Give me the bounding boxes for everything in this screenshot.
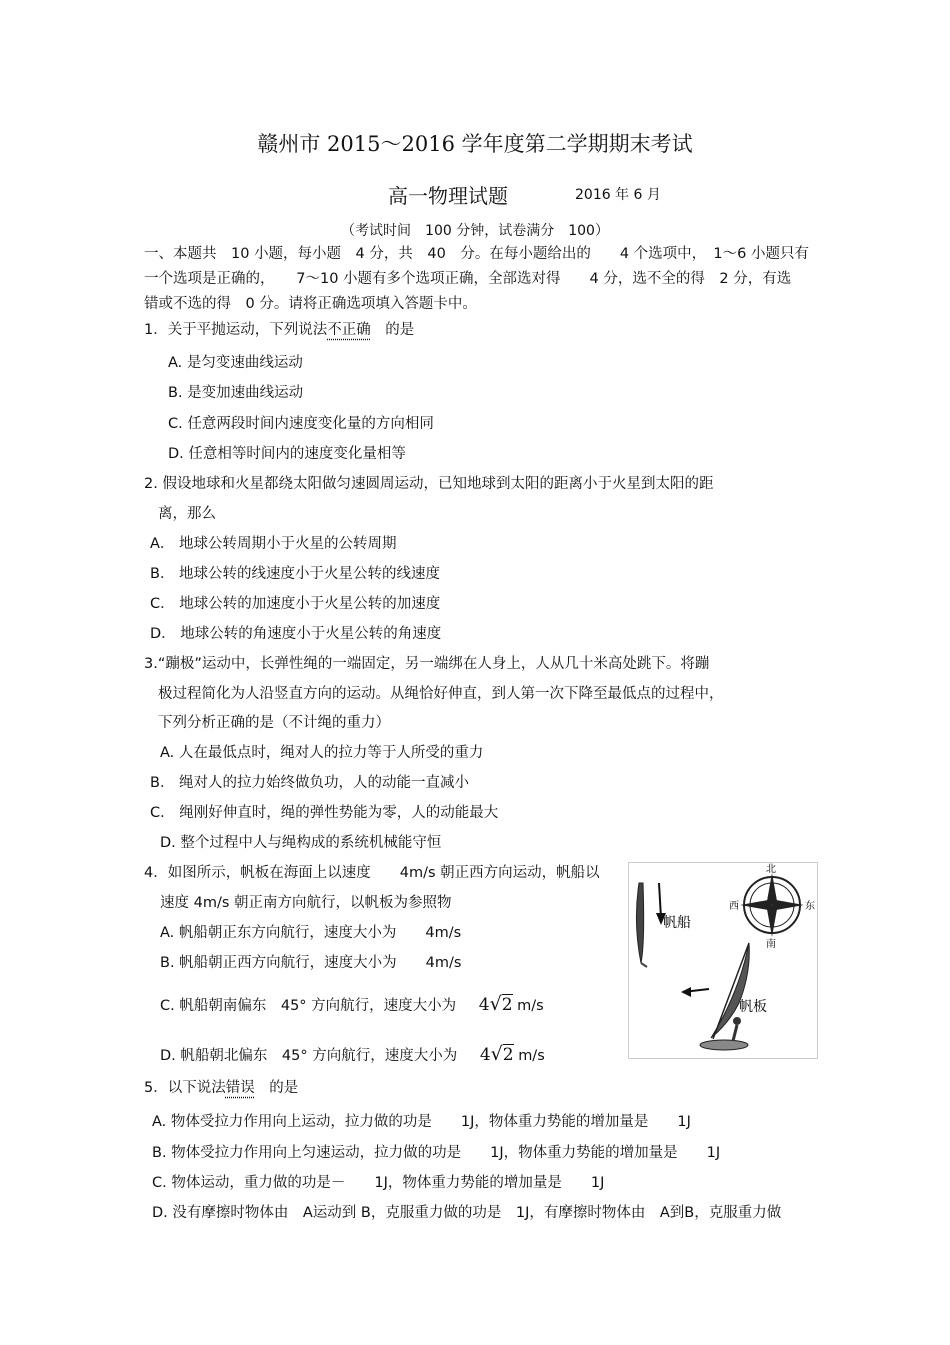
compass-north-label: 北 [766, 864, 776, 875]
q2-option-d: D． 地球公转的角速度小于火星公转的角速度 [150, 626, 442, 642]
q1-option-b: B. 是变加速曲线运动 [168, 385, 304, 401]
q5-option-c: C. 物体运动，重力做的功是－ 1J，物体重力势能的增加量是 1J [152, 1175, 605, 1191]
windsurfer-body-icon [733, 1025, 737, 1041]
q2-option-b: B． 地球公转的线速度小于火星公转的线速度 [150, 566, 441, 582]
q4-d-coef: 4 [479, 1045, 491, 1065]
q2-stem-1: 2. 假设地球和火星都绕太阳做匀速圆周运动，已知地球到太阳的距离小于火星到太阳的距 [144, 476, 714, 492]
q3-stem-2: 极过程简化为人沿竖直方向的运动。从绳恰好伸直，到人第一次下降至最低点的过程中， [158, 686, 724, 702]
q1-stem-emphasis: 不正确 [327, 322, 371, 338]
q4-option-d-unit: m/s [518, 1048, 545, 1064]
q1-stem [144, 318, 414, 339]
q1-option-d: D. 任意相等时间内的速度变化量相等 [168, 446, 406, 462]
instruction-line-1: 一、本题共 10 小题，每小题 4 分，共 40 分。在每小题给出的 4 个选项中， 1～6 小题只有 [144, 246, 809, 262]
q3-stem-3: 下列分析正确的是（不计绳的重力） [158, 715, 390, 731]
compass-west-label: 西 [729, 901, 739, 912]
compass-rose-icon [740, 873, 804, 937]
q2-option-c: C． 地球公转的加速度小于火星公转的加速度 [150, 596, 441, 612]
q4-option-b: B. 帆船朝正西方向航行，速度大小为 4m/s [160, 955, 462, 971]
q5-stem-a: 5．以下说法 [144, 1080, 226, 1096]
q2-stem-2: 离，那么 [158, 506, 216, 522]
q3-option-a: A. 人在最低点时，绳对人的拉力等于人所受的重力 [160, 745, 484, 761]
instruction-line-2: 一个选项是正确的， 7～10 小题有多个选项正确，全部选对得 4 分，选不全的得 2 分，有选 [144, 271, 792, 287]
windsurf-label: 帆板 [739, 999, 767, 1015]
windsurfer-icon [733, 1017, 741, 1025]
q1-option-a: A. 是匀变速曲线运动 [168, 355, 303, 371]
compass-south-label: 南 [766, 939, 776, 950]
q1-option-c: C. 任意两段时间内速度变化量的方向相同 [168, 416, 434, 432]
q4-option-d [160, 1043, 545, 1065]
sailboat-velocity-line [659, 883, 661, 918]
exam-title: 赣州市 2015～2016 学年度第二学期期末考试 [257, 132, 693, 156]
exam-note: （考试时间 100 分钟，试卷满分 100） [341, 223, 609, 239]
q4-c-rad: 2 [501, 995, 513, 1015]
q3-stem-1: 3.“蹦极”运动中，长弹性绳的一端固定，另一端绑在人身上，人从几十米高处跳下。将蹦 [144, 656, 710, 672]
q2-option-a: A． 地球公转周期小于火星的公转周期 [150, 536, 397, 552]
compass-east-label: 东 [805, 901, 815, 912]
q4-option-c-unit: m/s [517, 998, 544, 1014]
q4-option-c-text: C. 帆船朝南偏东 45° 方向航行，速度大小为 [160, 998, 457, 1014]
q1-stem-b: 的是 [370, 322, 415, 338]
q5-stem-b: 的是 [254, 1080, 299, 1096]
windsurf-arrow-icon [681, 987, 691, 997]
q3-option-d: D. 整个过程中人与绳构成的系统机械能守恒 [160, 835, 442, 851]
q4-d-rad: 2 [502, 1045, 514, 1065]
q3-option-b: B． 绳对人的拉力始终做负功，人的动能一直减小 [150, 775, 470, 791]
exam-date: 2016 年 6 月 [575, 187, 661, 203]
q5-option-d: D. 没有摩擦时物体由 A运动到 B，克服重力做的功是 1J，有摩擦时物体由 A到B，克服重力做 [152, 1205, 782, 1221]
sailboat-hull-icon [641, 963, 647, 967]
instruction-line-3: 错或不选的得 0 分。请将正确选项填入答题卡中。 [144, 296, 477, 312]
q5-stem [144, 1076, 298, 1097]
q4-option-d-text: D. 帆船朝北偏东 45° 方向航行，速度大小为 [160, 1048, 458, 1064]
q4-option-a: A. 帆船朝正东方向航行，速度大小为 4m/s [160, 925, 462, 941]
q4-figure-svg [629, 863, 817, 1058]
q4-option-d-value: 4√2 [479, 1043, 514, 1065]
q4-option-c-value: 4√2 [478, 993, 513, 1015]
q5-stem-emphasis: 错误 [225, 1080, 255, 1096]
q5-option-a: A. 物体受拉力作用向上运动，拉力做的功是 1J，物体重力势能的增加量是 1J [152, 1114, 691, 1130]
q4-stem-1: 4．如图所示，帆板在海面上以速度 4m/s 朝正西方向运动，帆船以 [144, 865, 600, 881]
q3-option-c: C． 绳刚好伸直时，绳的弹性势能为零，人的动能最大 [150, 805, 499, 821]
q4-c-coef: 4 [478, 995, 490, 1015]
sailboat-label: 帆船 [663, 915, 691, 931]
exam-subtitle: 高一物理试题 [388, 184, 508, 208]
q4-figure [628, 862, 818, 1059]
windsurf-board-icon [700, 1040, 748, 1050]
q4-stem-2: 速度 4m/s 朝正南方向航行，以帆板为参照物 [160, 895, 452, 911]
q4-option-c [160, 993, 544, 1015]
q5-option-b: B. 物体受拉力作用向上匀速运动，拉力做的功是 1J，物体重力势能的增加量是 1J [152, 1145, 721, 1161]
sailboat-sail-icon [636, 883, 643, 963]
q1-stem-a: 1．关于平抛运动，下列说法 [144, 322, 328, 338]
